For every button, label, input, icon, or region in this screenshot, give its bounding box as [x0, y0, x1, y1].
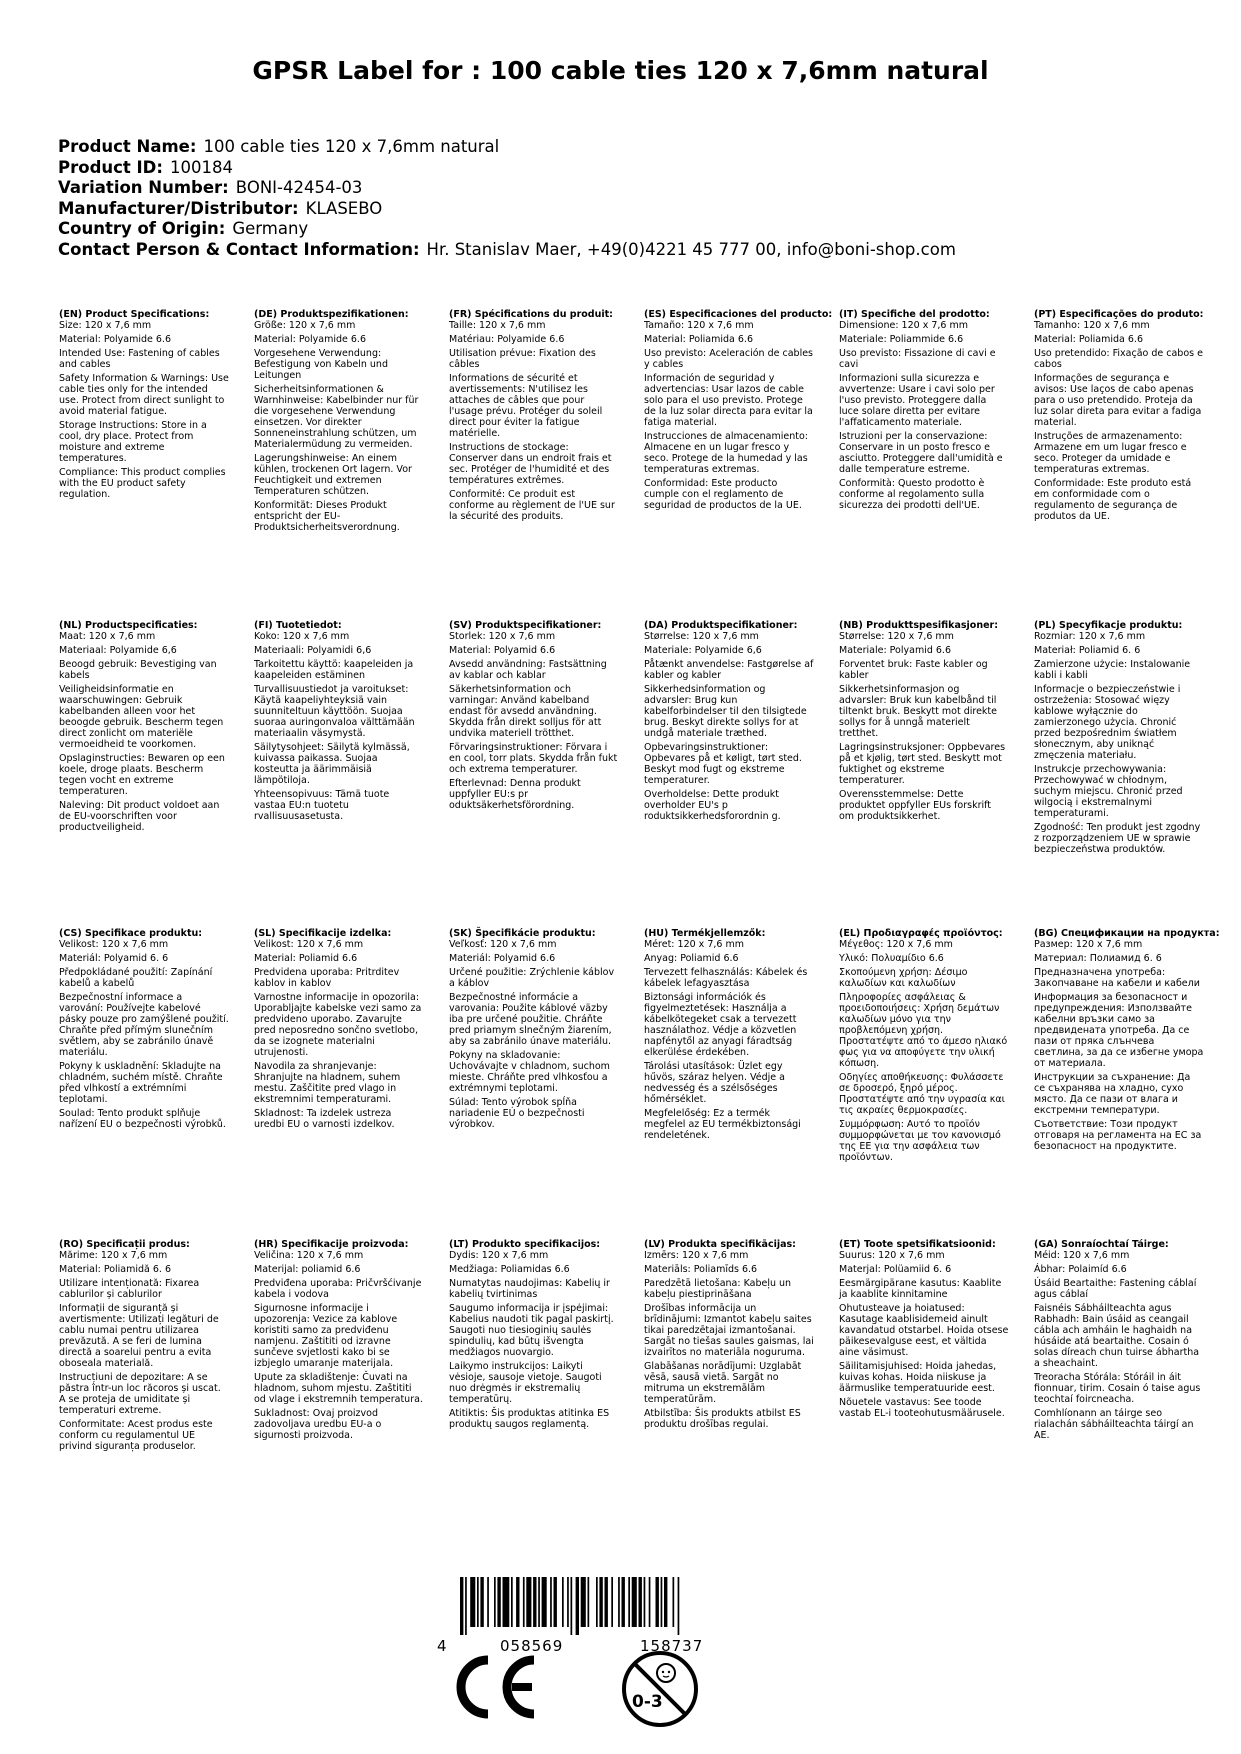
spec-line: Rozmiar: 120 x 7,6 mm	[1034, 631, 1146, 642]
spec-line: Uso pretendido: Fixação de cabos e cabos	[1034, 348, 1203, 370]
info-product-id	[58, 158, 1208, 179]
info-value: Germany	[232, 219, 309, 238]
spec-line: Forventet bruk: Faste kabler og kabler	[839, 659, 988, 681]
spec-heading: (BG) Спецификации на продукта:	[1034, 928, 1220, 939]
spec-line: Material: Polyamide 6.6	[59, 334, 171, 345]
spec-line: Materiál: Polyamid 6.6	[449, 953, 556, 964]
barcode-bar	[567, 1577, 569, 1627]
spec-heading: (HR) Specifikacije proizvoda:	[254, 1239, 409, 1250]
barcode-bar	[562, 1577, 564, 1627]
spec-heading: (NB) Produkttspesifikasjoner:	[839, 620, 999, 631]
spec-line: Informazioni sulla sicurezza e avvertenze: Usare i cavi solo per l'uso previsto. Proteggere dalla luce solare diretta per evitare l'affaticamento materiale.	[839, 373, 995, 428]
spec-line: Biztonsági információk és figyelmeztetések: Használja a kábelkötegeket csak a tervezett használathoz. Védje a közvetlen napfénytől az anyagi fáradtság elkerülése érdekében.	[644, 992, 797, 1058]
barcode-bar	[678, 1577, 680, 1635]
spec-line: Upute za skladištenje: Čuvati na hladnom, suhom mjestu. Zaštititi od vlage i ekstremnih temperatura.	[254, 1372, 423, 1405]
spec-line: Utilizare intenționată: Fixarea cablurilor și cablurilor	[59, 1278, 200, 1300]
spec-heading: (ET) Toote spetsifikatsioonid:	[839, 1239, 996, 1250]
info-product-name	[58, 137, 1208, 158]
spec-line: Σκοπούμενη χρήση: Δέσιμο καλωδίων και καλωδίων	[839, 967, 968, 989]
spec-heading: (PT) Especificações do produto:	[1034, 309, 1204, 320]
spec-line: Materiaali: Polyamidi 6,6	[254, 645, 372, 656]
barcode-bar	[576, 1577, 579, 1635]
info-label: Variation Number:	[58, 178, 229, 197]
info-value: KLASEBO	[305, 198, 383, 218]
spec-line: Faisnéis Sábháilteachta agus Rabhadh: Bain úsáid as ceangail cábla ach amháin le haghaidh na húsáide atá beartaithe. Cosain ó solas díreach chun tuirse ábhartha a sheachaint.	[1034, 1303, 1200, 1369]
spec-block	[449, 928, 619, 1133]
spec-line: Numatytas naudojimas: Kabelių ir kabelių tvirtinimas	[449, 1278, 610, 1300]
spec-line: Informacje o bezpieczeństwie i ostrzeżenia: Stosować więzy kablowe wyłącznie do zamierzonego użycia. Chronić przed bezpośrednim światłem słonecznym, aby uniknąć zmęczenia materiału.	[1034, 684, 1181, 761]
info-value: Hr. Stanislav Maer, +49(0)4221 45 777 00, info@boni-shop.com	[426, 239, 956, 259]
spec-line: Predvidena uporaba: Pritrditev kablov in kablov	[254, 967, 400, 989]
spec-line: Materjal: Polüamiid 6. 6	[839, 1264, 952, 1275]
info-value: 100184	[169, 157, 233, 177]
barcode-bar	[550, 1577, 552, 1627]
spec-heading: (NL) Productspecificaties:	[59, 620, 198, 631]
info-value: BONI-42454-03	[235, 178, 363, 197]
spec-line: Compliance: This product complies with the EU product safety regulation.	[59, 467, 226, 500]
barcode-bar	[622, 1577, 625, 1627]
spec-line: Materiale: Polyamide 6,6	[644, 645, 762, 656]
info-label: Country of Origin:	[58, 219, 226, 238]
spec-line: Saugumo informacija ir įspėjimai: Kabelius naudoti tik pagal paskirtį. Saugoti nuo tiesioginių saulės spindulių, kad būtų išvengta medžiagos nuovargio.	[449, 1303, 614, 1358]
spec-block	[839, 620, 1009, 825]
info-manufacturer	[58, 199, 1208, 220]
barcode	[450, 1577, 750, 1635]
spec-block	[839, 309, 1009, 514]
spec-line: Größe: 120 x 7,6 mm	[254, 320, 356, 331]
spec-line: Material: Poliamid 6.6	[254, 953, 358, 964]
barcode-bar	[639, 1577, 642, 1627]
spec-line: Conformitate: Acest produs este conform cu regulamentul UE privind siguranța produselor.	[59, 1419, 213, 1452]
spec-line: Nõuetele vastavus: See toode vastab EL-i tooteohutusmäärusele.	[839, 1397, 1005, 1419]
barcode-right-digits: 158737	[640, 1637, 704, 1655]
spec-line: Efterlevnad: Denna produkt uppfyller EU:s pr oduktsäkerhetsförordning.	[449, 778, 581, 811]
barcode-bar	[644, 1577, 646, 1627]
product-info	[58, 137, 1208, 260]
spec-heading: (ES) Especificaciones del producto:	[644, 309, 833, 320]
spec-line: Megfelelőség: Ez a termék megfelel az EU termékbiztonsági rendeletének.	[644, 1108, 801, 1141]
spec-line: Размер: 120 x 7,6 mm	[1034, 939, 1143, 950]
spec-line: Soulad: Tento produkt splňuje nařízení EU o bezpečnosti výrobků.	[59, 1108, 226, 1130]
spec-line: Předpokládané použití: Zapínání kabelů a kabelů	[59, 967, 213, 989]
spec-line: Opbevaringsinstruktioner: Opbevares på et køligt, tørt sted. Beskyt mod fugt og ekstreme temperaturer.	[644, 742, 802, 786]
spec-line: Säilytysohjeet: Säilytä kylmässä, kuivassa paikassa. Suojaa kosteutta ja äärimmäisiä lämpötiloja.	[254, 742, 410, 786]
barcode-bar	[649, 1577, 651, 1627]
spec-block	[1034, 309, 1204, 525]
barcode-bar	[516, 1577, 519, 1627]
barcode-bar	[503, 1577, 510, 1627]
barcode-bar	[632, 1577, 637, 1627]
spec-block	[449, 1239, 619, 1433]
spec-line: Velikost: 120 x 7,6 mm	[59, 939, 169, 950]
barcode-bar	[465, 1577, 467, 1635]
spec-line: Bezpečnostné informácie a varovania: Použite káblové väzby iba pre určené použitie. Chráňte pred priamym slnečným žiarením, aby sa zabránilo únave materiálu.	[449, 992, 612, 1047]
spec-line: Информация за безопасност и предупреждения: Използвайте кабелни връзки само за предвидената употреба. Да се пази от пряка слънчева светлина, за да се избегне умора от материала.	[1034, 992, 1204, 1069]
spec-line: Ohutusteave ja hoiatused: Kasutage kaablisidemeid ainult kavandatud otstarbel. Hoida otsese päikesevalguse eest, et vältida aine väsimust.	[839, 1303, 1009, 1358]
spec-line: Sikkerhetsinformasjon og advarsler: Bruk kun kabelbånd til tiltenkt bruk. Beskytt mot direkte sollys for å unngå materielt tretthet.	[839, 684, 997, 739]
spec-line: Atbilstība: Šis produkts atbilst ES produktu drošības regulai.	[644, 1408, 801, 1430]
barcode-bar	[523, 1577, 525, 1627]
spec-line: Glabāšanas norādījumi: Uzglabāt vēsā, sausā vietā. Sargāt no mitruma un ekstremālām temperatūrām.	[644, 1361, 802, 1405]
barcode-bar	[628, 1577, 630, 1627]
info-contact	[58, 240, 1208, 261]
spec-line: Material: Poliamida 6.6	[644, 334, 753, 345]
barcode-left-digits: 058569	[500, 1637, 564, 1655]
spec-block	[839, 928, 1009, 1166]
spec-block	[254, 620, 424, 825]
info-country	[58, 219, 1208, 240]
spec-block	[839, 1239, 1009, 1422]
info-label: Contact Person & Contact Information:	[58, 239, 420, 259]
spec-line: Ábhar: Polaimíd 6.6	[1034, 1264, 1127, 1275]
barcode-bar	[542, 1577, 547, 1627]
spec-line: Sukladnost: Ovaj proizvod zadovoljava uredbu EU-a o sigurnosti proizvoda.	[254, 1408, 382, 1441]
spec-line: Материал: Полиамид 6. 6	[1034, 953, 1162, 964]
barcode-lead-digit: 4	[437, 1637, 447, 1655]
spec-line: Materiāls: Poliamīds 6.6	[644, 1264, 758, 1275]
spec-line: Pokyny k uskladnění: Skladujte na chladném, suchém místě. Chraňte před vlhkostí a extrémními teplotami.	[59, 1061, 223, 1105]
spec-block	[644, 928, 814, 1144]
spec-line: Dimensione: 120 x 7,6 mm	[839, 320, 968, 331]
spec-line: Informações de segurança e avisos: Use laços de cabo apenas para o uso pretendido. Proteja da luz solar direta para evitar a fadiga material.	[1034, 373, 1202, 428]
spec-line: Material: Polyamide 6.6	[254, 334, 366, 345]
spec-line: Størrelse: 120 x 7,6 mm	[839, 631, 954, 642]
spec-line: Koko: 120 x 7,6 mm	[254, 631, 350, 642]
spec-line: Uso previsto: Fissazione di cavi e cavi	[839, 348, 996, 370]
spec-line: Conformité: Ce produit est conforme au règlement de l'UE sur la sécurité des produits.	[449, 489, 615, 522]
age-label: 0-3	[632, 1692, 663, 1712]
spec-line: Méid: 120 x 7,6 mm	[1034, 1250, 1130, 1261]
spec-line: Paredzētā lietošana: Kabeļu un kabeļu piestiprināšana	[644, 1278, 792, 1300]
barcode-bar	[581, 1577, 586, 1627]
spec-line: Storage Instructions: Store in a cool, dry place. Protect from moisture and extreme temperatures.	[59, 420, 207, 464]
spec-line: Pokyny na skladovanie: Uchovávajte v chladnom, suchom mieste. Chráňte pred vlhkosťou a extrémnymi teplotami.	[449, 1050, 610, 1094]
spec-line: Storlek: 120 x 7,6 mm	[449, 631, 556, 642]
spec-line: Skladnost: Ta izdelek ustreza uredbi EU o varnosti izdelkov.	[254, 1108, 395, 1130]
spec-line: Materiale: Poliammide 6.6	[839, 334, 964, 345]
spec-line: Materiál: Polyamid 6. 6	[59, 953, 169, 964]
barcode-bar	[618, 1577, 620, 1627]
spec-block	[449, 620, 619, 814]
spec-line: Material: Poliamidă 6. 6	[59, 1264, 172, 1275]
spec-line: Taille: 120 x 7,6 mm	[449, 320, 546, 331]
spec-line: Säkerhetsinformation och varningar: Använd kabelband endast för avsedd användning. Skydda från direkt solljus för att undvika materiell trötthet.	[449, 684, 602, 739]
spec-line: Material: Polyamid 6.6	[449, 645, 556, 656]
spec-line: Zamierzone użycie: Instalowanie kabli i kabli	[1034, 659, 1191, 681]
spec-line: Veličina: 120 x 7,6 mm	[254, 1250, 364, 1261]
footer-marks	[0, 1577, 1241, 1737]
spec-line: Zgodność: Ten produkt jest zgodny z rozporządzeniem UE w sprawie bezpieczeństwa produktów.	[1034, 822, 1201, 855]
spec-block	[254, 309, 424, 536]
spec-heading: (GA) Sonraíochtaí Táirge:	[1034, 1239, 1169, 1250]
spec-line: Conformidade: Este produto está em conformidade com o regulamento de segurança de produtos da UE.	[1034, 478, 1192, 522]
spec-line: Instruções de armazenamento: Armazene em um lugar fresco e seco. Proteger da umidade e temperaturas extremas.	[1034, 431, 1187, 475]
spec-line: Safety Information & Warnings: Use cable ties only for the intended use. Protect from direct sunlight to avoid material fatigue.	[59, 373, 229, 417]
spec-line: Yhteensopivuus: Tämä tuote vastaa EU:n tuotetu rvallisuusasetusta.	[254, 789, 390, 822]
spec-line: Vorgesehene Verwendung: Befestigung von Kabeln und Leitungen	[254, 348, 388, 381]
spec-line: Laikymo instrukcijos: Laikyti vėsioje, sausoje vietoje. Saugoti nuo drėgmės ir ekstremalių temperatūrų.	[449, 1361, 602, 1405]
spec-block	[254, 1239, 424, 1444]
spec-line: Varnostne informacije in opozorila: Uporabljajte kabelske vezi samo za predvideno uporabo. Zavarujte pred neposredno sončno svetlobo, da se izognete materialni utrujenosti.	[254, 992, 422, 1058]
spec-line: Opslaginstructies: Bewaren op een koele, droge plaats. Bescherm tegen vocht en extreme temperaturen.	[59, 753, 225, 797]
spec-line: Utilisation prévue: Fixation des câbles	[449, 348, 596, 370]
barcode-bar	[487, 1577, 489, 1627]
spec-heading: (LT) Produkto specifikacijos:	[449, 1239, 601, 1250]
barcode-bar	[571, 1577, 573, 1635]
spec-line: Πληροφορίες ασφάλειας & προειδοποιήσεις: Χρήση δεμάτων καλωδίων μόνο για την προβλεπόμενη χρήση. Προστατέψτε από το άμεσο ηλιακό φως για να αποφύγετε την υλική κόπωση.	[839, 992, 1008, 1069]
spec-line: Drošības informācija un brīdinājumi: Izmantot kabeļu saites tikai paredzētajai izmantošanai. Sargāt no tiešas saules gaismas, lai izvairītos no materiāla noguruma.	[644, 1303, 814, 1358]
spec-heading: (FR) Spécifications du produit:	[449, 309, 613, 320]
spec-line: Naleving: Dit product voldoet aan de EU-voorschriften voor productveiligheid.	[59, 800, 220, 833]
barcode-bar	[526, 1577, 531, 1627]
spec-line: Συμμόρφωση: Αυτό το προϊόν συμμορφώνεται με τον κανονισμό της ΕΕ για την ασφάλεια των προϊόντων.	[839, 1119, 1001, 1163]
barcode-bar	[460, 1577, 463, 1635]
spec-line: Predviđena uporaba: Pričvršćivanje kabela i vodova	[254, 1278, 422, 1300]
barcode-bar	[533, 1577, 536, 1627]
spec-line: Sigurnosne informacije i upozorenja: Vezice za kablove koristiti samo za predviđenu namjenu. Zaštititi od izravne sunčeve svjetlosti kako bi se izbjeglo umaranje materijala.	[254, 1303, 398, 1369]
spec-line: Turvallisuustiedot ja varoitukset: Käytä kaapeliyhteyksiä vain suunniteltuun käyttöön. Suojaa suoraa auringonvaloa välttämään materiaalin väsymystä.	[254, 684, 415, 739]
spec-line: Informații de siguranță și avertismente: Utilizați legături de cablu numai pentru utilizarea prevăzută. A se feri de lumina directă a soarelui pentru a evita oboseala materială.	[59, 1303, 219, 1369]
spec-line: Tervezett felhasználás: Kábelek és kábelek lefagyasztása	[644, 967, 808, 989]
spec-line: Sikkerhedsinformation og advarsler: Brug kun kabelforbindelser til den tilsigtede brug. Beskyt direkte sollys for at undgå materiale træthed.	[644, 684, 807, 739]
spec-line: Säilitamisjuhised: Hoida jahedas, kuivas kohas. Hoida niiskuse ja äärmuslike temperatuuride eest.	[839, 1361, 997, 1394]
info-label: Product Name:	[58, 137, 197, 156]
spec-line: Påtænkt anvendelse: Fastgørelse af kabler og kabler	[644, 659, 814, 681]
spec-line: Materiale: Polyamid 6.6	[839, 645, 951, 656]
spec-line: Material: Poliamida 6.6	[1034, 334, 1143, 345]
barcode-bar	[605, 1577, 608, 1627]
spec-line: Tamaño: 120 x 7,6 mm	[644, 320, 754, 331]
spec-line: Instrukcje przechowywania: Przechowywać w chłodnym, suchym miejscu. Chronić przed wilgocią i ekstremalnymi temperaturami.	[1034, 764, 1183, 819]
spec-line: Sicherheitsinformationen & Warnhinweise: Kabelbinder nur für die vorgesehene Verwendung einsetzen. Vor direkter Sonneneinstrahlung schützen, um Materialermüdung zu vermeiden.	[254, 384, 419, 450]
barcode-bar	[664, 1577, 667, 1627]
spec-block	[644, 1239, 814, 1433]
info-value: 100 cable ties 120 x 7,6mm natural	[203, 137, 500, 156]
spec-line: Velikost: 120 x 7,6 mm	[254, 939, 364, 950]
barcode-bar	[673, 1577, 675, 1627]
spec-line: Úsáid Beartaithe: Fastening cáblaí agus cáblaí	[1034, 1278, 1197, 1300]
spec-line: Lagringsinstruksjoner: Oppbevares på et kjølig, tørt sted. Beskytt mot fuktighet og ekstreme temperaturer.	[839, 742, 1006, 786]
spec-line: Intended Use: Fastening of cables and cables	[59, 348, 220, 370]
spec-line: Conformidad: Este producto cumple con el reglamento de seguridad de productos de la UE.	[644, 478, 802, 511]
barcode-bar	[656, 1577, 659, 1627]
spec-heading: (EN) Product Specifications:	[59, 309, 210, 320]
spec-block	[254, 928, 424, 1133]
spec-heading: (SL) Specifikacije izdelka:	[254, 928, 392, 939]
barcode-bar	[477, 1577, 479, 1627]
spec-line: Beoogd gebruik: Bevestiging van kabels	[59, 659, 217, 681]
spec-block	[59, 928, 229, 1133]
spec-line: Información de seguridad y advertencias: Usar lazos de cable solo para el uso previsto. Protege de la luz solar directa para evitar la fatiga material.	[644, 373, 813, 428]
barcode-bar	[470, 1577, 475, 1627]
spec-line: Súlad: Tento výrobok spĺňa nariadenie EÚ o bezpečnosti výrobkov.	[449, 1097, 585, 1130]
spec-line: Tárolási utasítások: Üzlet egy hűvös, száraz helyen. Védje a nedvesség és a szélsőséges hőmérséklet.	[644, 1061, 785, 1105]
spec-line: Μέγεθος: 120 x 7,6 mm	[839, 939, 953, 950]
barcode-bar	[611, 1577, 613, 1627]
spec-line: Conformità: Questo prodotto è conforme al regolamento sulla sicurezza dei prodotti dell'UE.	[839, 478, 985, 511]
spec-heading: (CS) Specifikace produktu:	[59, 928, 203, 939]
ce-mark-icon	[450, 1654, 540, 1720]
spec-line: Lagerungshinweise: An einem kühlen, trockenen Ort lagern. Vor Feuchtigkeit und extremen Temperaturen schützen.	[254, 453, 412, 497]
spec-heading: (DE) Produktspezifikationen:	[254, 309, 409, 320]
spec-line: Instructions de stockage: Conserver dans un endroit frais et sec. Protéger de l'humidité et des températures extrêmes.	[449, 442, 612, 486]
spec-block	[59, 1239, 229, 1455]
spec-line: Informations de sécurité et avertissements: N'utilisez les attaches de câbles que pour l'usage prévu. Protéger du soleil direct pour éviter la fatigue matérielle.	[449, 373, 603, 439]
spec-block	[644, 620, 814, 825]
spec-line: Matériau: Polyamide 6.6	[449, 334, 565, 345]
spec-line: Materiał: Poliamid 6. 6	[1034, 645, 1141, 656]
spec-line: Οδηγίες αποθήκευσης: Φυλάσσετε σε δροσερό, ξηρό μέρος. Προστατέψτε από την υγρασία και τις ακραίες θερμοκρασίες.	[839, 1072, 1005, 1116]
spec-line: Materiaal: Polyamide 6,6	[59, 645, 177, 656]
spec-line: Υλικό: Πολυαμίδιο 6.6	[839, 953, 944, 964]
spec-line: Mărime: 120 x 7,6 mm	[59, 1250, 168, 1261]
spec-line: Anyag: Poliamid 6.6	[644, 953, 739, 964]
spec-line: Navodila za shranjevanje: Shranjujte na hladnem, suhem mestu. Zaščitite pred vlago in ekstremnimi temperaturami.	[254, 1061, 401, 1105]
spec-line: Treoracha Stórála: Stóráil in áit fionnuar, tirim. Cosain ó taise agus teochtaí foircneacha.	[1034, 1372, 1201, 1405]
not-for-children-0-3-icon	[620, 1649, 700, 1729]
spec-line: Méret: 120 x 7,6 mm	[644, 939, 744, 950]
spec-line: Instrucțiuni de depozitare: A se păstra într-un loc răcoros și uscat. A se proteja de umiditate și temperaturi extreme.	[59, 1372, 221, 1416]
spec-block	[1034, 1239, 1204, 1444]
spec-heading: (DA) Produktspecifikationer:	[644, 620, 798, 631]
barcode-bar	[596, 1577, 598, 1627]
spec-line: Størrelse: 120 x 7,6 mm	[644, 631, 759, 642]
spec-line: Určené použitie: Zrýchlenie káblov a káblov	[449, 967, 615, 989]
spec-line: Medžiaga: Poliamidas 6.6	[449, 1264, 570, 1275]
spec-line: Instrucciones de almacenamiento: Almacene en un lugar fresco y seco. Protege de la humedad y las temperaturas extremas.	[644, 431, 808, 475]
spec-line: Veľkosť: 120 x 7,6 mm	[449, 939, 557, 950]
spec-line: Bezpečnostní informace a varování: Používejte kabelové pásky pouze pro zamýšlené použití. Chraňte před přímým slunečním světlem, aby se zabránilo únavě materiálu.	[59, 992, 229, 1058]
spec-line: Инструкции за съхранение: Да се съхранява на хладно, сухо място. Да се пази от влага и екстремни температури.	[1034, 1072, 1191, 1116]
spec-heading: (LV) Produkta specifikācijas:	[644, 1239, 796, 1250]
spec-heading: (FI) Tuotetiedot:	[254, 620, 342, 631]
spec-heading: (EL) Προδιαγραφές προϊόντος:	[839, 928, 1003, 939]
spec-line: Veiligheidsinformatie en waarschuwingen: Gebruik kabelbanden alleen voor het beoogde gebruik. Bescherm tegen direct zonlicht om materiële vermoeidheid te voorkomen.	[59, 684, 224, 750]
spec-block	[1034, 620, 1204, 858]
spec-block	[1034, 928, 1220, 1155]
barcode-bar	[588, 1577, 590, 1627]
spec-block	[59, 309, 229, 503]
barcode-bar	[494, 1577, 496, 1627]
barcode-bar	[554, 1577, 557, 1627]
spec-line: Istruzioni per la conservazione: Conservare in un posto fresco e asciutto. Proteggere dall'umidità e dalle temperature estreme.	[839, 431, 1003, 475]
spec-line: Izmērs: 120 x 7,6 mm	[644, 1250, 749, 1261]
spec-heading: (RO) Specificații produs:	[59, 1239, 190, 1250]
spec-line: Tarkoitettu käyttö: kaapeleiden ja kaapeleiden estäminen	[254, 659, 414, 681]
spec-heading: (HU) Termékjellemzők:	[644, 928, 766, 939]
spec-line: Materijal: poliamid 6.6	[254, 1264, 361, 1275]
spec-line: Overensstemmelse: Dette produktet oppfyller EUs forskrift om produktsikkerhet.	[839, 789, 992, 822]
page-title: GPSR Label for : 100 cable ties 120 x 7,6mm natural	[252, 56, 989, 85]
spec-line: Maat: 120 x 7,6 mm	[59, 631, 156, 642]
spec-line: Tamanho: 120 x 7,6 mm	[1034, 320, 1150, 331]
spec-line: Uso previsto: Aceleración de cables y cables	[644, 348, 814, 370]
info-variation-number	[58, 178, 1208, 199]
info-label: Product ID:	[58, 157, 163, 177]
spec-line: Förvaringsinstruktioner: Förvara i en cool, torr plats. Skydda från fukt och extrema temperaturer.	[449, 742, 618, 775]
spec-line: Dydis: 120 x 7,6 mm	[449, 1250, 549, 1261]
barcode-bar	[661, 1577, 663, 1627]
barcode-bar	[511, 1577, 513, 1627]
spec-block	[644, 309, 833, 514]
spec-line: Comhlíonann an táirge seo rialachán sábháilteachta táirgí an AE.	[1034, 1408, 1194, 1441]
spec-line: Size: 120 x 7,6 mm	[59, 320, 152, 331]
spec-line: Atitiktis: Šis produktas atitinka ES produktų saugos reglamentą.	[449, 1408, 610, 1430]
spec-block	[449, 309, 619, 525]
spec-line: Eesmärgipärane kasutus: Kaablite ja kaablite kinnitamine	[839, 1278, 1002, 1300]
spec-block	[59, 620, 229, 836]
spec-line: Предназначена употреба: Закопчаване на кабели и кабели	[1034, 967, 1200, 989]
info-label: Manufacturer/Distributor:	[58, 198, 299, 218]
barcode-bar	[599, 1577, 602, 1627]
spec-line: Konformität: Dieses Produkt entspricht der EU-Produktsicherheitsverordnung.	[254, 500, 400, 533]
spec-line: Suurus: 120 x 7,6 mm	[839, 1250, 945, 1261]
spec-heading: (SK) Špecifikácie produktu:	[449, 928, 596, 939]
spec-line: Overholdelse: Dette produkt overholder EU's p roduktsikkerhedsforordnin g.	[644, 789, 781, 822]
spec-line: Съответствие: Този продукт отговаря на регламента на ЕС за безопасност на продуктите.	[1034, 1119, 1202, 1152]
spec-line: Avsedd användning: Fastsättning av kablar och kablar	[449, 659, 607, 681]
spec-heading: (SV) Produktspecifikationer:	[449, 620, 602, 631]
barcode-bar	[497, 1577, 500, 1627]
barcode-bar	[538, 1577, 540, 1627]
barcode-bar	[480, 1577, 483, 1627]
spec-heading: (IT) Specifiche del prodotto:	[839, 309, 990, 320]
spec-heading: (PL) Specyfikacje produktu:	[1034, 620, 1183, 631]
